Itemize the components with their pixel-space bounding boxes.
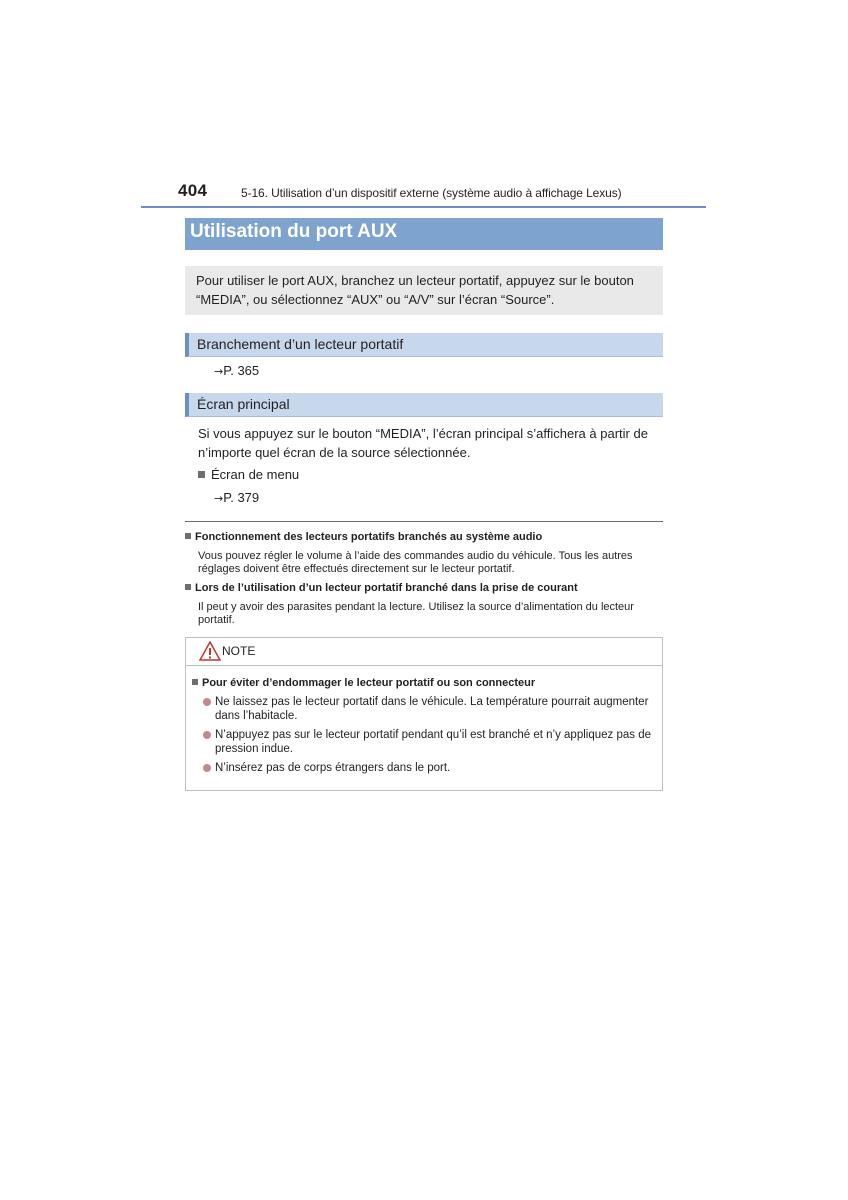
subheading-bar-main-screen [185,393,663,417]
square-bullet-icon [198,471,205,478]
caution-item-text: N’appuyez pas sur le lecteur portatif pendant qu’il est branché et n’y appliquez pas de pression indue. [215,729,651,755]
menu-page-reference-text: P. 379 [223,490,260,505]
bullet-dot-icon [203,698,211,706]
menu-screen-line [198,467,299,482]
note-heading-1 [185,531,542,543]
square-bullet-icon [185,584,191,590]
bullet-dot-icon [203,731,211,739]
running-header: 5-16. Utilisation d’un dispositif externe (système audio à affichage Lexus) [241,186,622,200]
bullet-dot-icon [203,764,211,772]
page-number: 404 [178,181,208,200]
subheading-bar-connect [185,333,663,357]
menu-screen-label: Écran de menu [211,467,300,482]
separator-rule [185,521,663,522]
intro-box [185,266,663,315]
intro-text: Pour utiliser le port AUX, branchez un lecteur portatif, appuyez sur le bouton “MEDIA”, ou sélectionnez “AUX” ou “A/V” sur l’écran “Source”. [196,273,634,307]
caution-label-row [186,638,662,666]
arrow-icon: → [214,492,224,505]
caution-label: NOTE [222,644,256,658]
page-reference[interactable] [214,363,259,378]
caution-heading-text: Pour éviter d’endommager le lecteur portatif ou son connecteur [202,677,536,689]
caution-heading [192,677,535,689]
note-heading-2 [185,582,578,594]
page-reference-text: P. 365 [223,363,260,378]
warning-triangle-icon [199,641,221,661]
note-heading-1-text: Fonctionnement des lecteurs portatifs branchés au système audio [195,531,543,543]
subheading-connect: Branchement d’un lecteur portatif [197,336,404,352]
note-text-1: Vous pouvez régler le volume à l’aide des commandes audio du véhicule. Tous les autres réglages doivent être effectués directement sur le lecteur portatif. [198,550,633,575]
note-text-2: Il peut y avoir des parasites pendant la lecture. Utilisez la source d’alimentation du lecteur portatif. [198,601,634,626]
main-screen-text: Si vous appuyez sur le bouton “MEDIA”, l’écran principal s’affichera à partir de n’importe quel écran de la source sélectionnée. [198,426,648,460]
header-rule [141,206,706,208]
caution-box [185,637,663,791]
arrow-icon: → [214,365,224,378]
caution-item-text: Ne laissez pas le lecteur portatif dans le véhicule. La température pourrait augmenter dans l’habitacle. [215,696,649,722]
section-title-bar [185,218,663,250]
caution-item-text: N’insérez pas de corps étrangers dans le port. [215,762,451,774]
note-heading-2-text: Lors de l’utilisation d’un lecteur portatif branché dans la prise de courant [195,582,578,594]
square-bullet-icon [185,533,191,539]
square-bullet-icon [192,679,198,685]
menu-page-reference[interactable] [214,490,259,505]
section-title: Utilisation du port AUX [190,221,398,242]
subheading-main-screen: Écran principal [197,396,290,412]
